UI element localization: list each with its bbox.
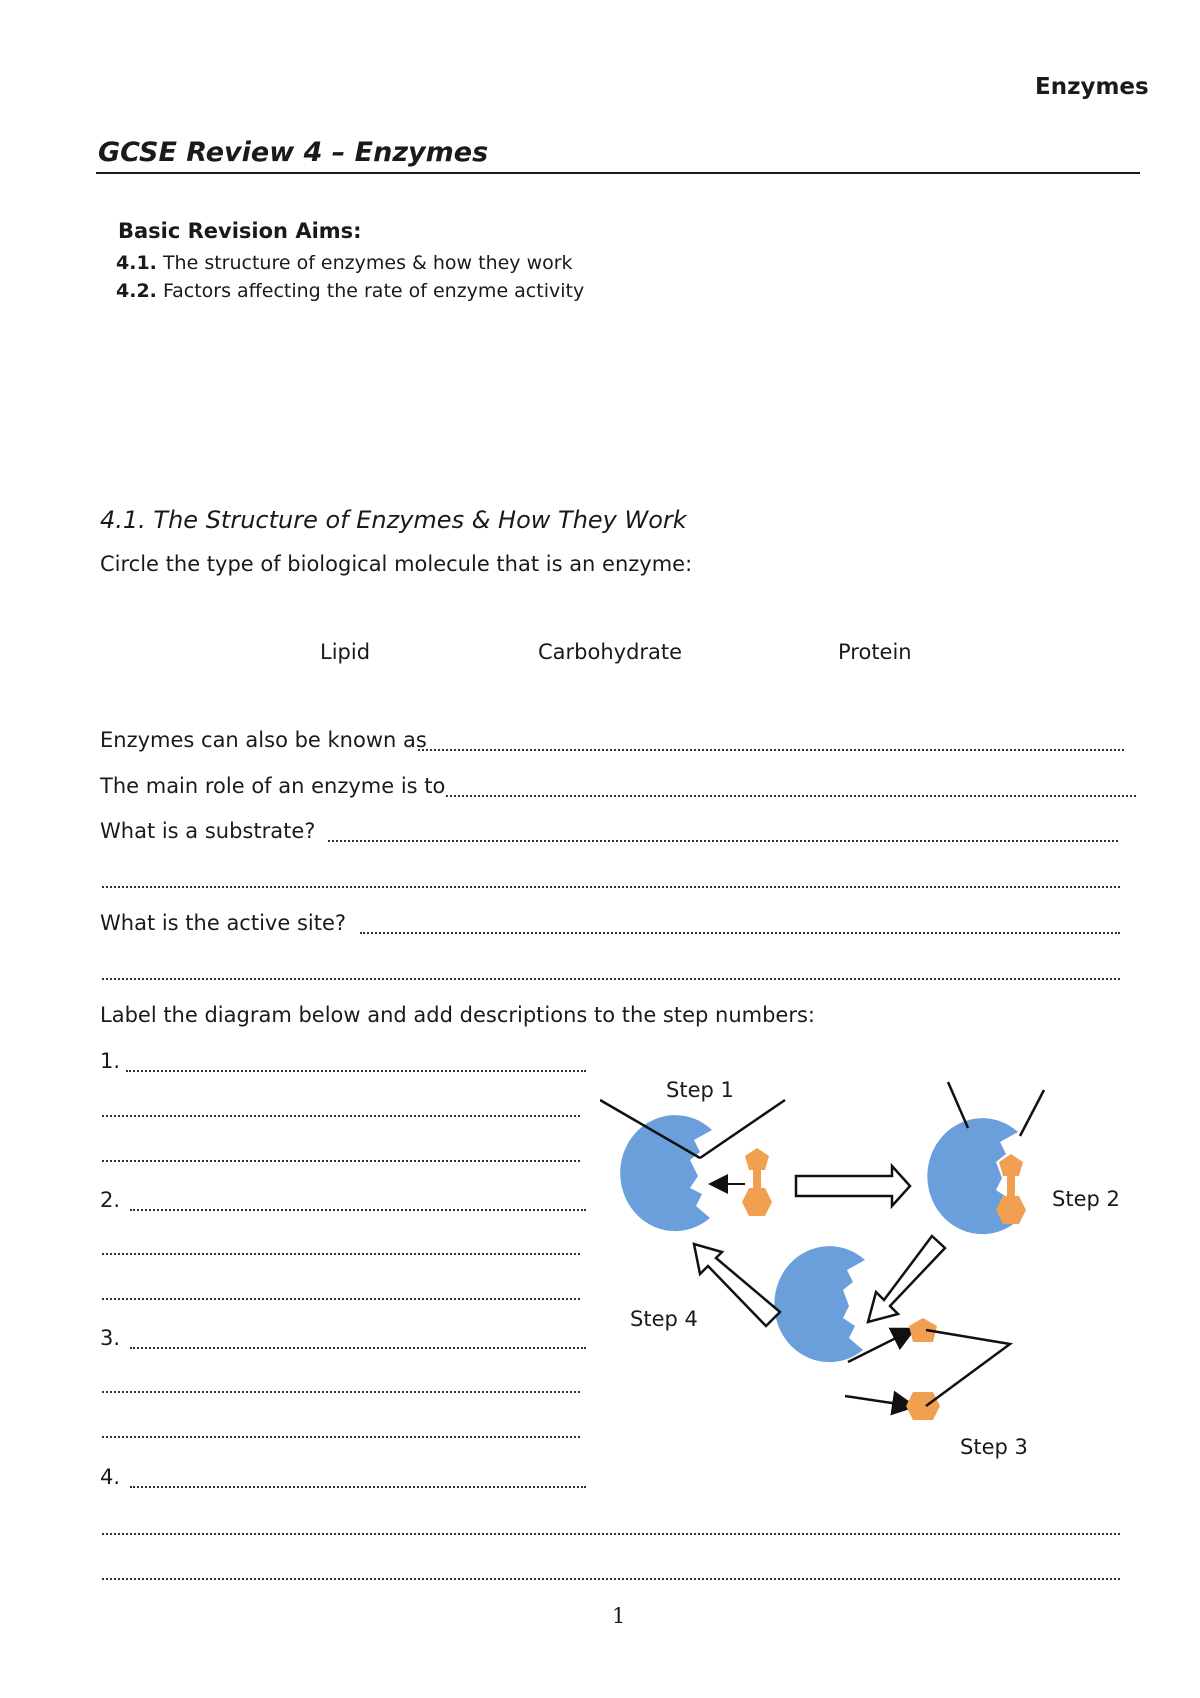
aims-heading: Basic Revision Aims: bbox=[118, 219, 362, 243]
enzyme-diagram bbox=[600, 1060, 1140, 1480]
answer-line[interactable] bbox=[102, 1160, 580, 1162]
circle-prompt: Circle the type of biological molecule that is an enzyme: bbox=[100, 552, 693, 576]
answer-line[interactable] bbox=[102, 1533, 1120, 1535]
label-pointer-line bbox=[926, 1330, 1010, 1406]
answer-line[interactable] bbox=[418, 749, 1124, 751]
answer-line[interactable] bbox=[102, 1391, 580, 1393]
page-number: 1 bbox=[612, 1604, 626, 1628]
answer-line[interactable] bbox=[102, 1578, 1120, 1580]
enzyme-shape-1 bbox=[620, 1115, 712, 1231]
step-label-3: Step 3 bbox=[960, 1435, 1028, 1459]
aim-item-2 bbox=[116, 280, 584, 302]
answer-line[interactable] bbox=[102, 1298, 580, 1300]
option-carbohydrate[interactable]: Carbohydrate bbox=[538, 640, 683, 664]
enzyme-shape-3 bbox=[774, 1246, 865, 1362]
answer-line[interactable] bbox=[130, 1347, 586, 1349]
aim-text: Factors affecting the rate of enzyme activity bbox=[162, 280, 585, 302]
answer-line[interactable] bbox=[328, 840, 1118, 842]
question-main-role: The main role of an enzyme is to bbox=[100, 774, 446, 798]
product-molecule-2 bbox=[906, 1392, 940, 1420]
step-number-4: 4. bbox=[100, 1465, 121, 1489]
substrate-molecule-bound bbox=[996, 1154, 1026, 1224]
answer-line[interactable] bbox=[102, 978, 1120, 980]
hollow-arrow-icon bbox=[868, 1236, 945, 1322]
question-substrate: What is a substrate? bbox=[100, 819, 316, 843]
answer-line[interactable] bbox=[130, 1209, 586, 1211]
question-also-known: Enzymes can also be known as bbox=[100, 728, 427, 752]
header-tag: Enzymes bbox=[1035, 74, 1149, 100]
step-number-1: 1. bbox=[100, 1049, 121, 1073]
arrow-icon bbox=[845, 1396, 912, 1406]
hollow-arrow-icon bbox=[694, 1244, 780, 1326]
section-heading: 4.1. The Structure of Enzymes & How They Work bbox=[100, 506, 687, 534]
aim-text: The structure of enzymes & how they work bbox=[162, 252, 573, 274]
label-prompt: Label the diagram below and add descriptions to the step numbers: bbox=[100, 1003, 815, 1027]
hollow-arrow-icon bbox=[796, 1166, 910, 1206]
step-number-3: 3. bbox=[100, 1326, 121, 1350]
substrate-molecule-1 bbox=[742, 1148, 772, 1216]
step-label-1: Step 1 bbox=[666, 1078, 734, 1102]
aim-item-1 bbox=[116, 252, 573, 274]
label-pointer-line bbox=[700, 1100, 785, 1158]
answer-line[interactable] bbox=[126, 1070, 586, 1072]
answer-line[interactable] bbox=[102, 1253, 580, 1255]
label-pointer-line bbox=[1020, 1090, 1044, 1136]
answer-line[interactable] bbox=[446, 795, 1136, 797]
answer-line[interactable] bbox=[130, 1486, 586, 1488]
step-number-2: 2. bbox=[100, 1188, 121, 1212]
answer-line[interactable] bbox=[102, 1115, 580, 1117]
answer-line[interactable] bbox=[102, 1436, 580, 1438]
title-divider bbox=[96, 172, 1140, 174]
question-active-site: What is the active site? bbox=[100, 911, 347, 935]
step-label-2: Step 2 bbox=[1052, 1187, 1120, 1211]
answer-line[interactable] bbox=[360, 932, 1120, 934]
aim-number: 4.1. bbox=[116, 252, 157, 274]
page-title: GCSE Review 4 – Enzymes bbox=[98, 137, 489, 168]
label-pointer-line bbox=[948, 1082, 968, 1128]
answer-line[interactable] bbox=[102, 886, 1120, 888]
step-label-4: Step 4 bbox=[630, 1307, 698, 1331]
option-lipid[interactable]: Lipid bbox=[320, 640, 371, 664]
aim-number: 4.2. bbox=[116, 280, 157, 302]
option-protein[interactable]: Protein bbox=[838, 640, 912, 664]
